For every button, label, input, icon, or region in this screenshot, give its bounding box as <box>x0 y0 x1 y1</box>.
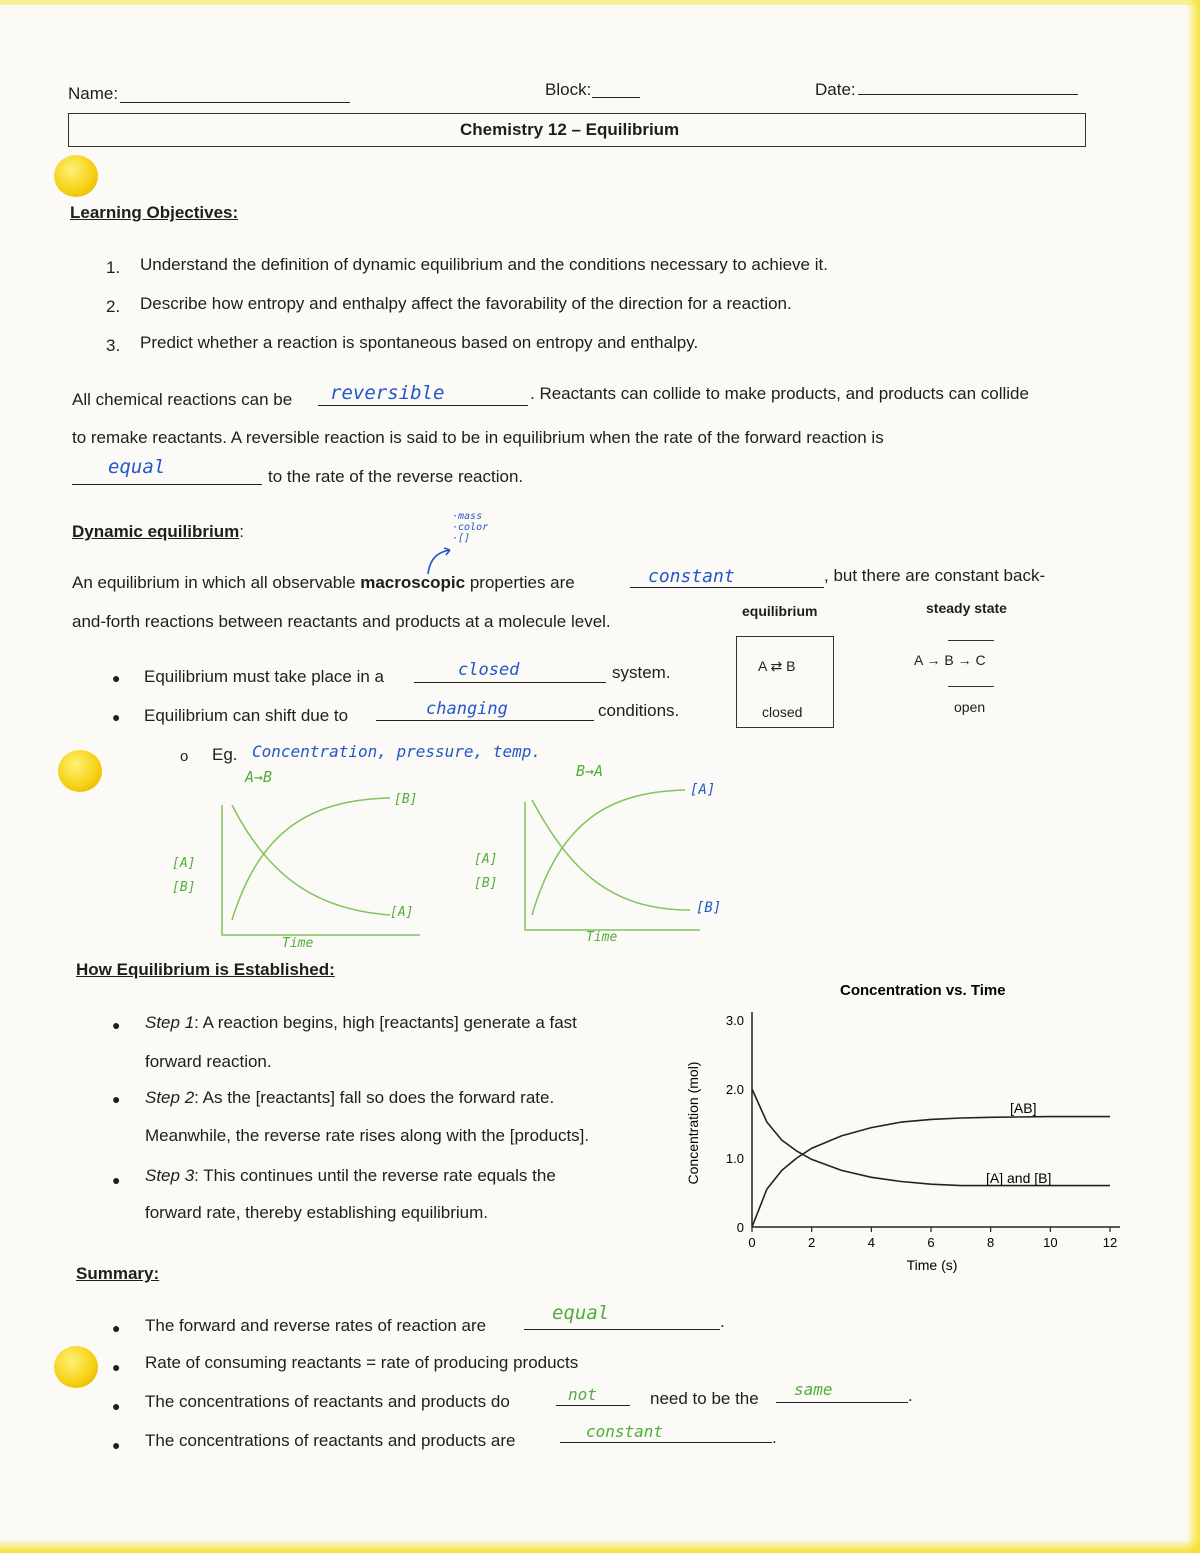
note-concentration: ·[] <box>452 533 471 544</box>
x-tick-label: 0 <box>748 1235 756 1250</box>
shift-text-a: Equilibrium can shift due to <box>144 706 349 725</box>
y-axis-label: Concentration (mol) <box>685 1061 701 1185</box>
steady-state-equation: A → B → C <box>914 652 986 668</box>
bullet-closed: ● <box>112 670 121 686</box>
objective-num-2: 2. <box>106 297 121 316</box>
paper-edge-right <box>1186 0 1200 1553</box>
steady-state-top-bar <box>948 640 994 641</box>
blank-equal-intro[interactable] <box>72 484 262 485</box>
x-tick-label: 10 <box>1043 1235 1058 1250</box>
y-tick-label: 0 <box>736 1220 744 1235</box>
summary-heading: Summary: <box>76 1264 160 1283</box>
objective-num-1: 1. <box>106 258 121 277</box>
step3-line <box>145 1166 556 1186</box>
intro-line1a: All chemical reactions can be <box>72 390 293 409</box>
note-color: ·color <box>452 522 489 533</box>
objective-2: Describe how entropy and enthalpy affect the favorability of the direction for a reaction. <box>140 294 792 313</box>
objective-1: Understand the definition of dynamic equilibrium and the conditions necessary to achieve it. <box>140 255 828 274</box>
series-line-0 <box>752 1117 1110 1227</box>
shift-text-b: conditions. <box>598 701 680 720</box>
block-label: Block: <box>545 80 592 99</box>
x-tick-label: 8 <box>987 1235 995 1250</box>
y-tick-label: 2.0 <box>725 1082 744 1097</box>
blank-constant[interactable] <box>630 587 824 588</box>
x-axis-label: Time (s) <box>906 1257 958 1273</box>
definition-line2: and-forth reactions between reactants and products at a molecule level. <box>72 612 611 631</box>
steady-state-bottom-bar <box>948 686 994 687</box>
bullet-step1: ● <box>112 1017 121 1033</box>
definition-part-b: properties are <box>469 573 575 592</box>
answer-constant: constant <box>648 566 735 587</box>
blank-not[interactable] <box>556 1405 630 1406</box>
objective-3: Predict whether a reaction is spontaneous based on entropy and enthalpy. <box>140 333 699 352</box>
equilibrium-equation: A ⇄ B <box>758 658 796 674</box>
answer-equal-intro: equal <box>108 456 166 478</box>
note-arrow <box>420 538 460 578</box>
closed-text-b: system. <box>612 663 671 682</box>
name-blank[interactable] <box>120 102 350 103</box>
blank-reversible[interactable] <box>318 405 528 406</box>
step2-text: : As the [reactants] fall so does the forward rate. <box>194 1088 555 1107</box>
steady-state-system: open <box>954 699 986 715</box>
note-mass: ·mass <box>452 511 483 522</box>
definition-bold: macroscopic <box>360 573 466 592</box>
x-tick-label: 2 <box>808 1235 816 1250</box>
name-label: Name: <box>68 84 119 103</box>
step3-text: : This continues until the reverse rate equals the <box>194 1166 556 1185</box>
series-line-1 <box>752 1089 1110 1186</box>
steady-state-label: steady state <box>926 600 1007 616</box>
answer-not: not <box>568 1385 597 1404</box>
binder-hole-bottom <box>54 1346 98 1388</box>
answer-changing: changing <box>426 699 508 719</box>
blank-changing[interactable] <box>376 720 594 721</box>
series-label-0: [AB] <box>1010 1100 1037 1116</box>
step1-continued: forward reaction. <box>145 1052 272 1071</box>
summary-4b: . <box>772 1428 777 1447</box>
sketch2-top-label: [A] <box>690 782 716 798</box>
sketch2-x-label: Time <box>586 930 618 945</box>
sketch2-y-label-a: [A] <box>474 852 498 867</box>
blank-closed[interactable] <box>414 682 606 683</box>
sketch2-title: B→A <box>576 762 604 780</box>
summary-3b: need to be the <box>650 1389 759 1408</box>
sub-bullet: o <box>180 748 189 765</box>
binder-hole-middle <box>58 750 102 792</box>
intro-line3: to the rate of the reverse reaction. <box>268 467 524 486</box>
sketch2-bottom-label: [B] <box>696 900 722 916</box>
blank-same[interactable] <box>776 1402 908 1403</box>
answer-closed: closed <box>458 660 520 680</box>
step3-continued: forward rate, thereby establishing equilibrium. <box>145 1203 489 1222</box>
definition-part-a: An equilibrium in which all observable <box>72 573 356 592</box>
block-blank[interactable] <box>592 97 640 98</box>
chart-title: Concentration vs. Time <box>840 982 1006 999</box>
summary-1b: . <box>720 1312 725 1331</box>
answer-examples: Concentration, pressure, temp. <box>252 742 541 761</box>
dynamic-heading: Dynamic equilibrium <box>72 522 240 541</box>
summary-1a: The forward and reverse rates of reaction are <box>145 1316 487 1335</box>
bullet-summary-1: ● <box>112 1320 121 1336</box>
sketch1-top-label: [B] <box>394 792 418 807</box>
bullet-summary-3: ● <box>112 1398 121 1414</box>
bullet-summary-2: ● <box>112 1359 121 1375</box>
blank-equal-summary[interactable] <box>524 1329 720 1330</box>
sketch1-bottom-label: [A] <box>390 905 414 920</box>
objectives-heading: Learning Objectives: <box>70 203 239 222</box>
paper-edge-top <box>0 0 1200 5</box>
bullet-step2: ● <box>112 1091 121 1107</box>
intro-line2: to remake reactants. A reversible reaction is said to be in equilibrium when the rate of the forward reaction is <box>72 428 884 447</box>
sketch1-x-label: Time <box>282 936 314 951</box>
summary-3a: The concentrations of reactants and products do <box>145 1392 510 1411</box>
sketch-graphs <box>160 760 740 960</box>
answer-reversible: reversible <box>330 382 445 404</box>
sketch1-y-label-a: [A] <box>172 856 196 871</box>
bullet-summary-4: ● <box>112 1437 121 1453</box>
equilibrium-label: equilibrium <box>742 603 818 619</box>
binder-hole-top <box>54 155 98 197</box>
step2-line <box>145 1088 554 1108</box>
bullet-shift: ● <box>112 709 121 725</box>
established-heading: How Equilibrium is Established: <box>76 960 335 979</box>
summary-4a: The concentrations of reactants and products are <box>145 1431 516 1450</box>
step1-text: : A reaction begins, high [reactants] generate a fast <box>194 1013 577 1032</box>
y-tick-label: 1.0 <box>725 1151 744 1166</box>
date-blank[interactable] <box>858 94 1078 95</box>
concentration-chart <box>670 975 1140 1275</box>
answer-constant-summary: constant <box>586 1422 664 1441</box>
dynamic-heading-wrap <box>72 522 244 542</box>
summary-2: Rate of consuming reactants = rate of producing products <box>145 1353 579 1372</box>
step2-continued: Meanwhile, the reverse rate rises along with the [products]. <box>145 1126 590 1145</box>
x-tick-label: 4 <box>867 1235 875 1250</box>
summary-3c: . <box>908 1386 913 1405</box>
intro-line1b: . Reactants can collide to make products, and products can collide <box>530 384 1029 403</box>
paper-edge-bottom <box>0 1539 1200 1553</box>
eg-label: Eg. <box>212 745 238 764</box>
dynamic-heading-colon: : <box>239 522 244 541</box>
sketch1-y-label-b: [B] <box>172 880 196 895</box>
page-title: Chemistry 12 – Equilibrium <box>460 120 680 139</box>
step2-label: Step 2 <box>145 1088 195 1107</box>
equilibrium-system: closed <box>762 704 803 720</box>
answer-equal-summary: equal <box>552 1302 610 1324</box>
sketch1-title: A→B <box>245 768 273 786</box>
step3-label: Step 3 <box>145 1166 195 1185</box>
y-tick-label: 3.0 <box>725 1013 744 1028</box>
definition-part-c: , but there are constant back- <box>824 566 1046 585</box>
series-label-1: [A] and [B] <box>986 1170 1052 1186</box>
closed-text-a: Equilibrium must take place in a <box>144 667 385 686</box>
blank-constant-summary[interactable] <box>560 1442 772 1443</box>
x-tick-label: 6 <box>927 1235 935 1250</box>
step1-line <box>145 1013 577 1033</box>
bullet-step3: ● <box>112 1172 121 1188</box>
date-label: Date: <box>815 80 856 99</box>
definition-line1 <box>72 573 575 593</box>
step1-label: Step 1 <box>145 1013 195 1032</box>
objective-num-3: 3. <box>106 336 121 355</box>
sketch2-y-label-b: [B] <box>474 876 498 891</box>
answer-same: same <box>794 1380 833 1399</box>
sketch-graph-2 <box>525 790 700 930</box>
x-tick-label: 12 <box>1102 1235 1118 1250</box>
